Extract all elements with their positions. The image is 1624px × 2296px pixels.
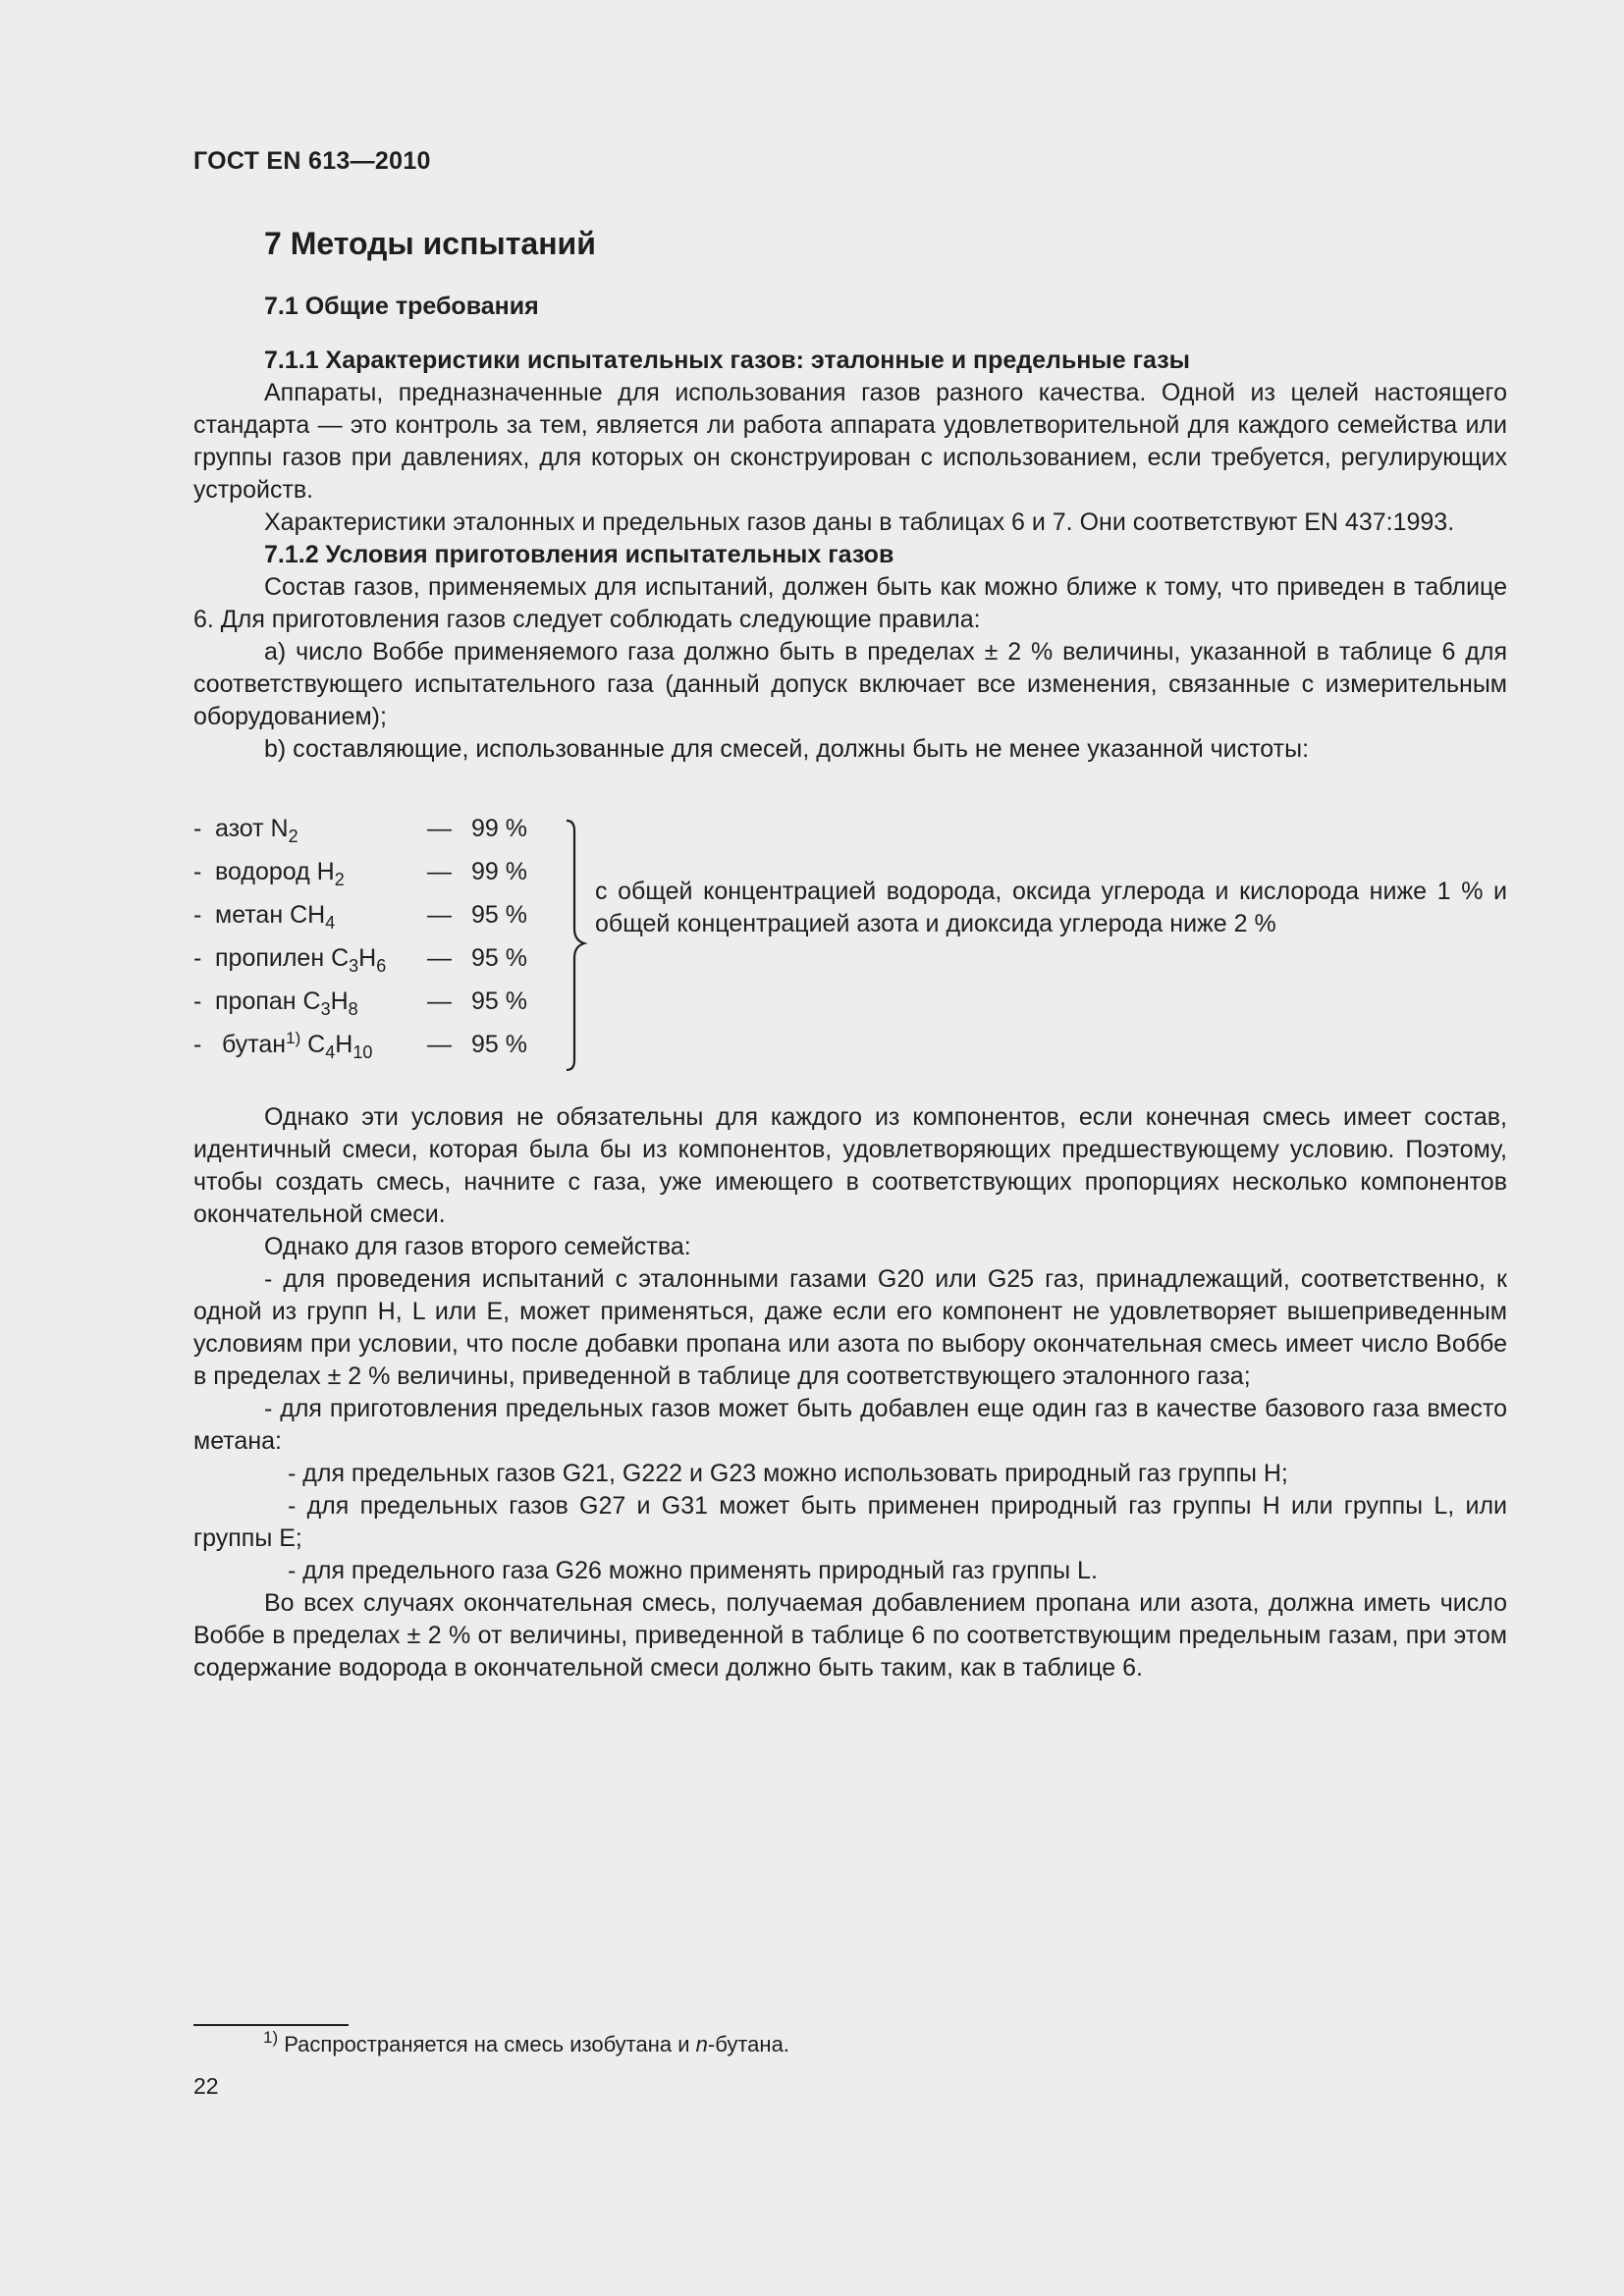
right-brace-icon bbox=[563, 819, 592, 1072]
purity-value: 95 % bbox=[471, 1031, 527, 1058]
component-row: - метан $CH_4$ — 95 % bbox=[193, 901, 527, 933]
subsection-title: 7.1 Общие требования bbox=[264, 293, 539, 320]
list-item: - для приготовления предельных газов может быть добавлен еще один газ в качестве базового газа вместо метана: bbox=[193, 1395, 1507, 1455]
footnote-ref: 1) bbox=[286, 1029, 301, 1047]
component-row: - бутан$^{1)}$ $C_4H_{10}$ — 95 % bbox=[193, 1029, 527, 1062]
component-row: - азот $N_2$ — 99 % bbox=[193, 815, 527, 846]
paragraph: Аппараты, предназначенные для использования газов разного качества. Одной из целей настоящего стандарта — это контроль за тем, является ли работа аппарата удовлетворительной для каждого семейства или группы газов при давлениях, для которых он сконструирован с использованием, если требуется, регулирующих устройств. bbox=[193, 379, 1507, 504]
page-number: 22 bbox=[193, 2073, 219, 2099]
section-title: 7 Методы испытаний bbox=[264, 226, 596, 261]
list-item: - для проведения испытаний с эталонными газами G20 или G25 газ, принадлежащий, соответственно, к одной из групп H, L или E, может применяться, даже если его компонент не удовлетворяет вышеприведенным условиям при условии, что после добавки пропана или азота по выбору окончательная смесь имеет число Воббе в пределах ± 2 % величины, приведенной в таблице для соответствующего эталонного газа; bbox=[193, 1265, 1507, 1390]
component-row: - пропилен $C_3H_6$ — 95 % bbox=[193, 944, 527, 976]
sub-list-item: - для предельных газов G27 и G31 может быть применен природный газ группы H или группы L, или группы E; bbox=[193, 1492, 1507, 1552]
sub-list-item: - для предельных газов G21, G222 и G23 можно использовать природный газ группы H; bbox=[288, 1460, 1288, 1487]
list-item-b: b) составляющие, использованные для смесей, должны быть не менее указанной чистоты: bbox=[264, 735, 1310, 763]
footnote: $^{1)}$ Распространяется на смесь изобутана и n-бутана. bbox=[263, 2028, 789, 2056]
purity-value: 95 % bbox=[471, 901, 527, 929]
component-row: - пропан $C_3H_8$ — 95 % bbox=[193, 988, 527, 1019]
clause-7-1-1-title: 7.1.1 Характеристики испытательных газов: эталонные и предельные газы bbox=[264, 347, 1191, 374]
component-row: - водород $H_2$ — 99 % bbox=[193, 858, 527, 889]
sub-list-item: - для предельного газа G26 можно применять природный газ группы L. bbox=[288, 1557, 1098, 1584]
document-header: ГОСТ EN 613—2010 bbox=[193, 147, 431, 175]
purity-value: 95 % bbox=[471, 988, 527, 1015]
footnote-separator bbox=[193, 2024, 349, 2026]
clause-7-1-2-title: 7.1.2 Условия приготовления испытательных газов bbox=[264, 541, 894, 568]
components-note: с общей концентрацией водорода, оксида углерода и кислорода ниже 1 % и общей концентрацией азота и диоксида углерода ниже 2 % bbox=[595, 878, 1507, 937]
component-purity-list bbox=[193, 777, 1507, 1072]
paragraph: Однако для газов второго семейства: bbox=[264, 1233, 691, 1260]
paragraph: Во всех случаях окончательная смесь, получаемая добавлением пропана или азота, должна иметь число Воббе в пределах ± 2 % от величины, приведенной в таблице 6 по соответствующим предельным газам, при этом содержание водорода в окончательной смеси должно быть таким, как в таблице 6. bbox=[193, 1589, 1507, 1682]
paragraph: Однако эти условия не обязательны для каждого из компонентов, если конечная смесь имеет состав, идентичный смеси, которая была бы из компонентов, удовлетворяющих предшествующему условию. Поэтому, чтобы создать смесь, начните с газа, уже имеющего в соответствующих пропорциях несколько компонентов окончательной смеси. bbox=[193, 1103, 1507, 1228]
paragraph: Состав газов, применяемых для испытаний, должен быть как можно ближе к тому, что приведен в таблице 6. Для приготовления газов следует соблюдать следующие правила: bbox=[193, 573, 1507, 633]
purity-value: 95 % bbox=[471, 944, 527, 972]
purity-value: 99 % bbox=[471, 858, 527, 885]
paragraph: Характеристики эталонных и предельных газов даны в таблицах 6 и 7. Они соответствуют EN 437:1993. bbox=[264, 508, 1455, 536]
purity-value: 99 % bbox=[471, 815, 527, 842]
list-item-a: a) число Воббе применяемого газа должно быть в пределах ± 2 % величины, указанной в таблице 6 для соответствующего испытательного газа (данный допуск включает все изменения, связанные с измерительным оборудованием); bbox=[193, 638, 1507, 730]
document-body bbox=[193, 224, 1507, 1684]
